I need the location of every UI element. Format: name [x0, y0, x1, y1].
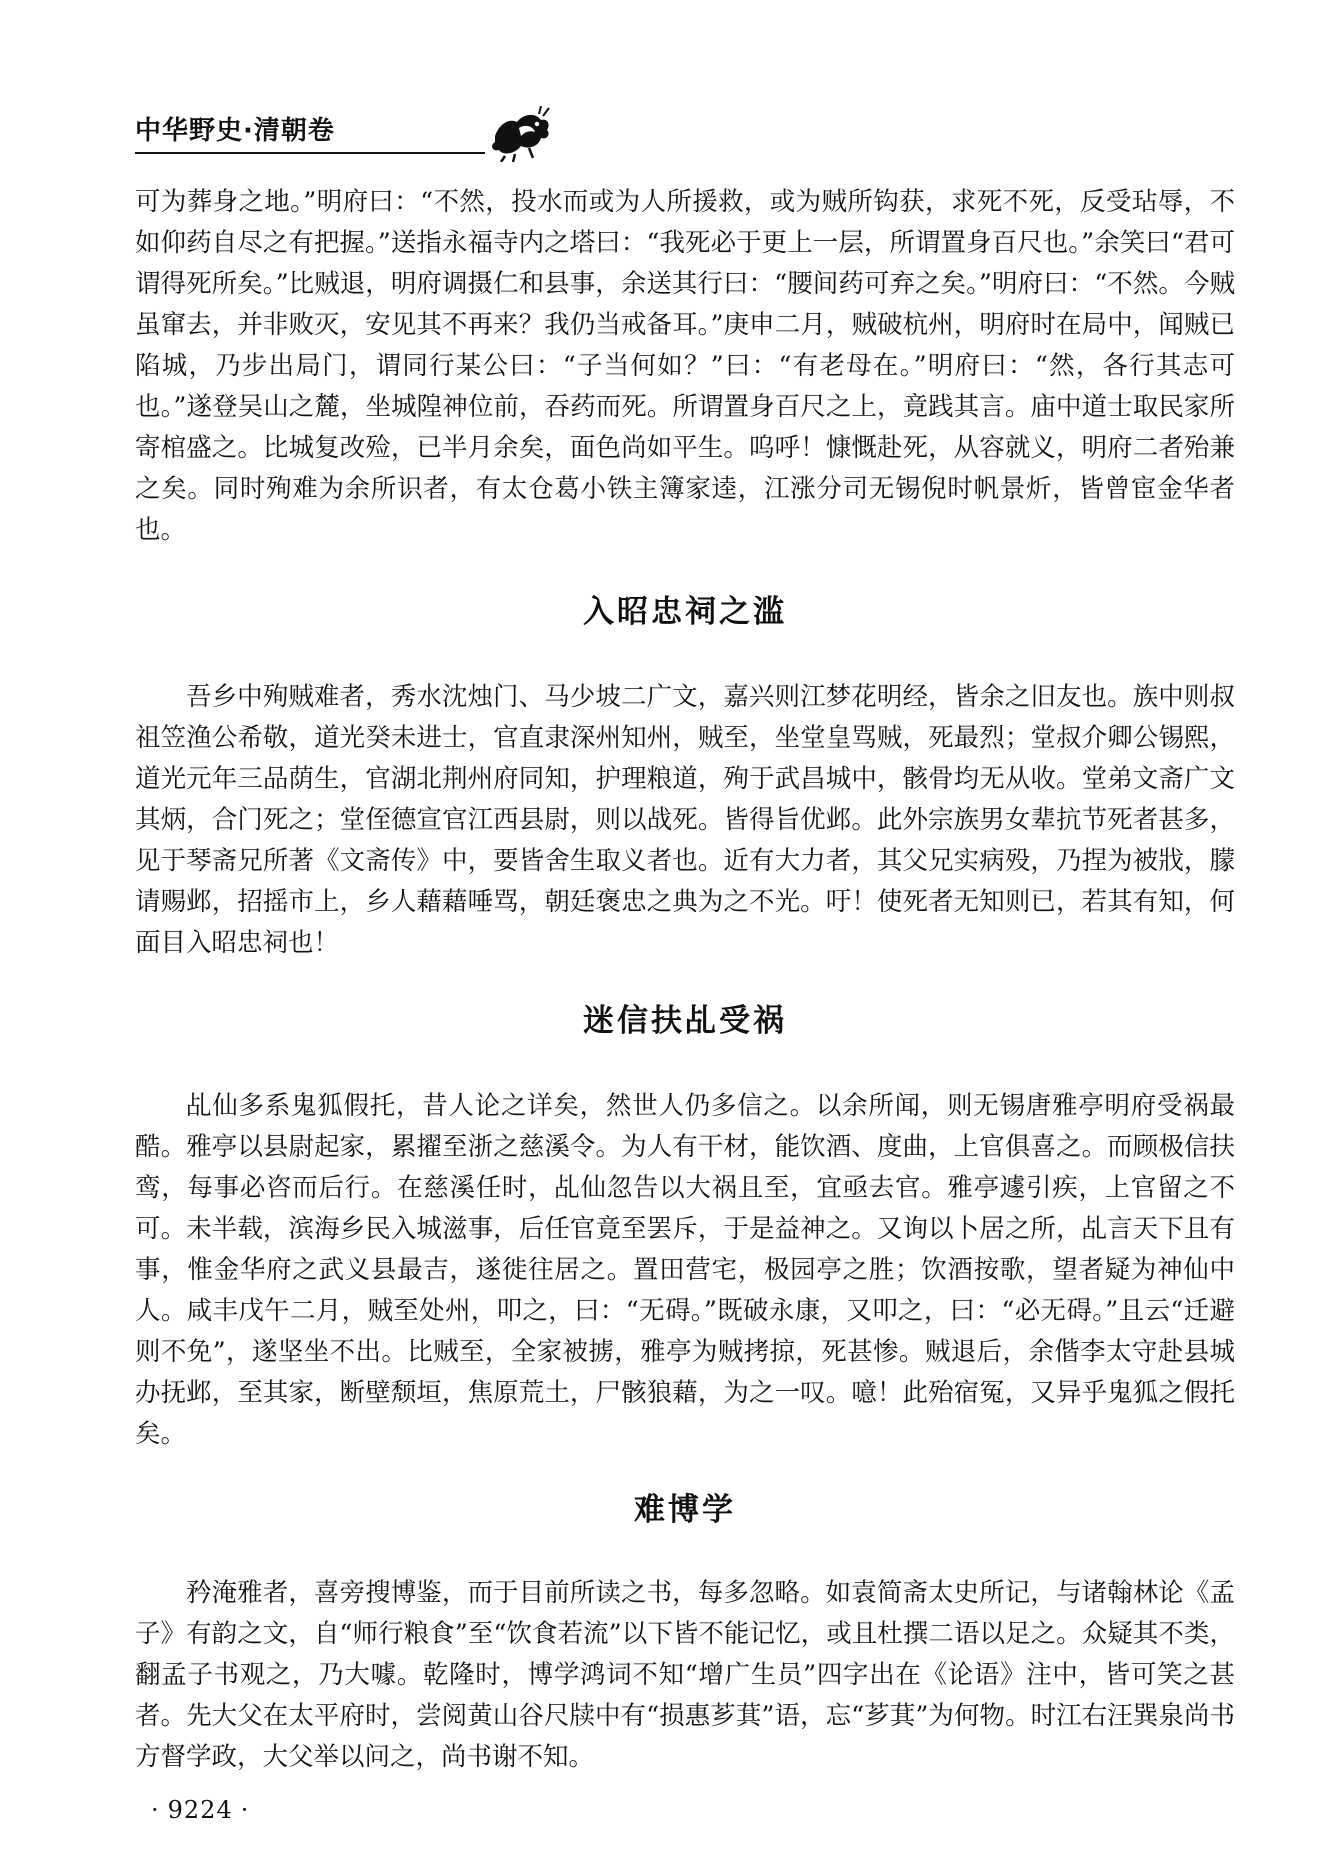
header-rule — [135, 152, 485, 154]
page-body — [135, 182, 1235, 1778]
section-paragraph-zhaozhongci: 吾乡中殉贼难者，秀水沈烛门、马少坡二广文，嘉兴则江梦花明经，皆余之旧友也。族中则叔祖笠渔公希敬，道光癸未进士，官直隶深州知州，贼至，坐堂皇骂贼，死最烈；堂叔介卿公锡熙，道光元年三品荫生，官湖北荆州府同知，护理粮道，殉于武昌城中，骸骨均无从收。堂弟文斋广文其炳，合门死之；堂侄德宣官江西县尉，则以战死。皆得旨优邺。此外宗族男女辈抗节死者甚多，见于琴斋兄所著《文斋传》中，要皆舍生取义者也。近有大力者，其父兄实病殁，乃捏为被戕，朦请赐邺，招摇市上，乡人藉藉唾骂，朝廷褒忠之典为之不光。吁！使死者无知则已，若其有知，何面目入昭忠祠也！ — [135, 682, 1235, 958]
section-title-fuji: 迷信扶乩受祸 — [583, 1003, 787, 1039]
page-number-value: 9224 — [167, 1796, 233, 1824]
section-title-boxue: 难博学 — [634, 1492, 736, 1528]
page-number-dot-left: · — [151, 1796, 160, 1824]
dragon-icon — [485, 106, 555, 162]
page-number-dot-right: · — [240, 1796, 250, 1824]
continued-paragraph: 可为葬身之地。”明府曰：“不然，投水而或为人所援救，或为贼所钩获，求死不死，反受玷辱，不如仰药自尽之有把握。”送指永福寺内之塔曰：“我死必于更上一层，所谓置身百尺也。”余笑曰“君可谓得死所矣。”比贼退，明府调摄仁和县事，余送其行曰：“腰间药可弃之矣。”明府曰：“不然。今贼虽窜去，并非败灭，安见其不再来？我仍当戒备耳。”庚申二月，贼破杭州，明府时在局中，闻贼已陷城，乃步出局门，谓同行某公曰：“子当何如？”曰：“有老母在。”明府曰：“然，各行其志可也。”遂登吴山之麓，坐城隍神位前，吞药而死。所谓置身百尺之上，竟践其言。庙中道士取民家所寄棺盛之。比城复改殓，已半月余矣，面色尚如平生。呜呼！慷慨赴死，从容就义，明府二者殆兼之矣。同时殉难为余所识者，有太仓葛小铁主簿家逵，江涨分司无锡倪时帆景炘，皆曾宦金华者也。 — [135, 187, 1235, 545]
page-number — [143, 1796, 257, 1824]
section-paragraph-boxue: 矜淹雅者，喜旁搜博鉴，而于目前所读之书，每多忽略。如袁简斋太史所记，与诸翰林论《孟子》有韵之文，自“师行粮食”至“饮食若流”以下皆不能记忆，或且杜撰二语以足之。众疑其不类，翻孟子书观之，乃大噱。乾隆时，博学鸿词不知“增广生员”四字出在《论语》注中，皆可笑之甚者。先大父在太平府时，尝阅黄山谷尺牍中有“损惠芗萁”语，忘“芗萁”为何物。时江右汪巽泉尚书方督学政，大父举以问之，尚书谢不知。 — [135, 1578, 1235, 1772]
section-title-zhaozhongci: 入昭忠祠之滥 — [583, 594, 787, 630]
book-title: 中华野史·清朝卷 — [135, 116, 335, 146]
running-header — [135, 106, 1230, 158]
section-paragraph-fuji: 乩仙多系鬼狐假托，昔人论之详矣，然世人仍多信之。以余所闻，则无锡唐雅亭明府受祸最酷。雅亭以县尉起家，累擢至浙之慈溪令。为人有干材，能饮酒、度曲，上官俱喜之。而顾极信扶鸾，每事必咨而后行。在慈溪任时，乩仙忽告以大祸且至，宜亟去官。雅亭遽引疾，上官留之不可。未半载，滨海乡民入城滋事，后任官竟至罢斥，于是益神之。又询以卜居之所，乩言天下且有事，惟金华府之武义县最吉，遂徙往居之。置田营宅，极园亭之胜；饮酒按歌，望者疑为神仙中人。咸丰戊午二月，贼至处州，叩之，曰：“无碍。”既破永康，又叩之，曰：“必无碍。”且云“迁避则不免”，遂坚坐不出。比贼至，全家被掳，雅亭为贼拷掠，死甚惨。贼退后，余偕李太守赴县城办抚邺，至其家，断壁颓垣，焦原荒土，尸骸狼藉，为之一叹。噫！此殆宿冤，又异乎鬼狐之假托矣。 — [135, 1091, 1235, 1449]
